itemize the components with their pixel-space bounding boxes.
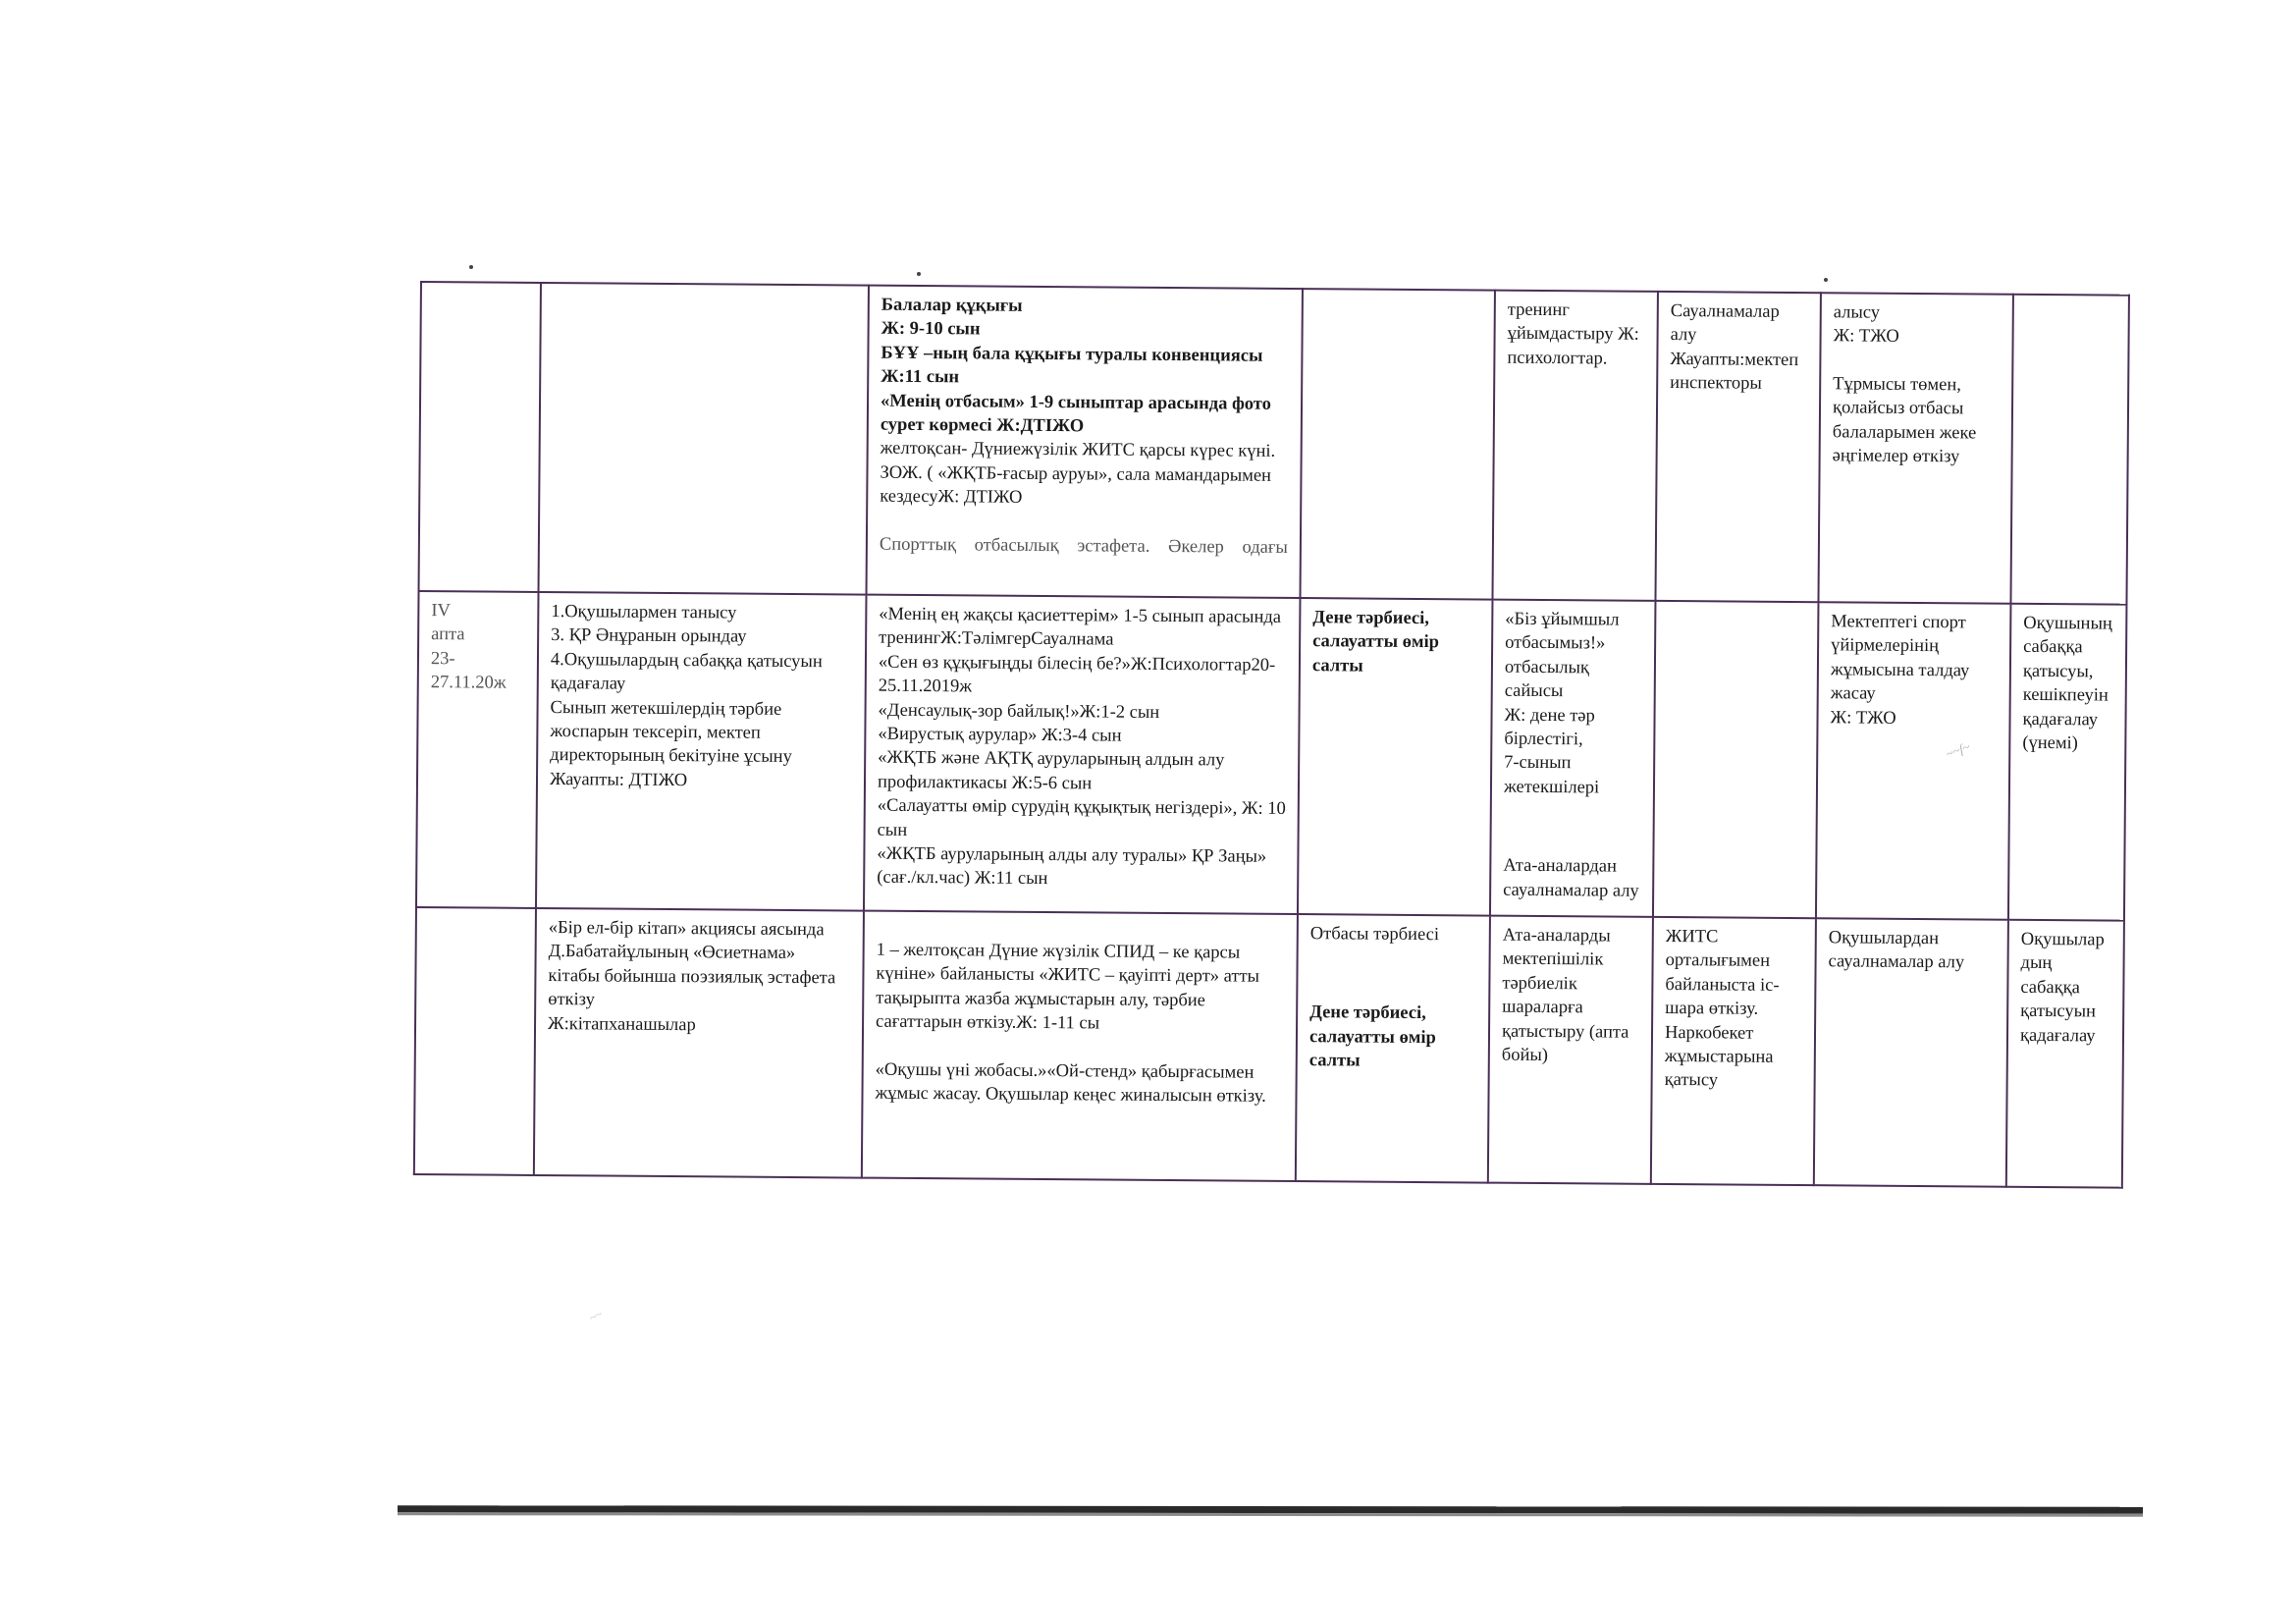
- external-text: Сауалнамалар алу Жауапты:мектеп инспекторы: [1670, 301, 1799, 394]
- scan-speck: [917, 272, 921, 276]
- family-cell: [1490, 600, 1656, 917]
- week-cell: [414, 907, 536, 1175]
- family-extra: Ата-аналардан сауалнамалар алу: [1503, 855, 1639, 901]
- events-line: «Вирустық аурулар» Ж:3-4 сын: [878, 724, 1122, 746]
- family-text: Ата-аналарды мектепішілік тәрбиелік шараларға қатыстыру (апта бойы): [1501, 925, 1629, 1066]
- external-cell: [1653, 601, 1819, 918]
- events-line: «Менің отбасым» 1-9 сыныптар арасында фото сурет көрмесі Ж:ДТІЖО: [880, 391, 1272, 437]
- social-cell: [1818, 293, 2012, 604]
- social-text: Мектептегі спорт үйірмелерінің жұмысына талдау жасау Ж: ТЖО: [1830, 612, 1970, 729]
- tasks-text: [554, 291, 856, 293]
- direction-text: [1315, 297, 1482, 298]
- events-cell: [867, 286, 1303, 598]
- week-cell: [419, 282, 541, 592]
- control-cell: [2008, 604, 2127, 921]
- events-line: «ЖҚТБ және АҚТҚ ауруларының алдын алу профилактикасы Ж:5-6 сын: [877, 748, 1225, 794]
- control-cell: [2006, 920, 2124, 1188]
- direction-cell: [1296, 914, 1490, 1183]
- events-line: Балалар құқығы: [881, 295, 1023, 316]
- external-cell: [1651, 917, 1816, 1185]
- direction-cell: [1298, 598, 1493, 916]
- week-text: IV апта 23- 27.11.20ж: [430, 601, 507, 693]
- events-line: желтоқсан- Дүниежүзілік ЖИТС қарсы күрес күні. ЗОЖ. ( «ЖҚТБ-ғасыр ауруы», сала мамандарымен кездесуЖ: ДТІЖО: [880, 439, 1276, 509]
- control-text: [2026, 302, 2116, 303]
- scan-speck: [1824, 278, 1828, 282]
- family-text: тренинг ұйымдастыру Ж: психологтар.: [1507, 299, 1639, 369]
- events-line: «Менің ең жақсы қасиеттерім» 1-5 сынып арасында тренингЖ:ТәлімгерСауалнама: [879, 604, 1282, 650]
- events-cell: [862, 911, 1298, 1181]
- events-line: Ж: 9-10 сын: [881, 319, 981, 340]
- table-row: [419, 282, 2129, 605]
- social-text: Оқушылардан сауалнамалар алу: [1828, 928, 1965, 973]
- scan-speck: [469, 265, 473, 269]
- tasks-text: «Бір ел-бір кітап» акциясы аясында Д.Бабатайұлының «Өсиетнама» кітабы бойынша поэзиялық эстафета өткізу Ж:кітапханашылар: [547, 918, 836, 1035]
- control-text: Оқушының сабаққа қатысуы, кешікпеуін қадағалау (үнемі): [2022, 613, 2112, 754]
- tasks-cell: [539, 283, 869, 595]
- family-text: «Біз ұйымшыл отбасымыз!» отбасылық сайысы Ж: дене тәр бірлестігі, 7-сынып жетекшілері: [1503, 609, 1620, 798]
- control-text: Оқушылардың сабаққа қатысуын қадағалау: [2019, 929, 2105, 1047]
- events-line: «Салауатты өмір сүрудің құқықтық негіздері», Ж: 10 сын: [877, 795, 1286, 840]
- tasks-cell: [534, 908, 864, 1178]
- events-line: «Сен өз құқығыңды білесің бе?»Ж:Психологтар20-25.11.2019ж: [878, 652, 1276, 697]
- events-extra: Спорттық отбасылық эстафета. Әкелер одағы: [879, 534, 1288, 558]
- events-line: «Денсаулық-зор байлық!»Ж:1-2 сын: [878, 700, 1160, 723]
- social-extra: Тұрмысы төмен, қолайсыз отбасы балаларымен жеке әңгімелер өткізу: [1832, 374, 1977, 467]
- direction-cell: [1300, 289, 1494, 600]
- week-text: [434, 290, 528, 291]
- table-row: [416, 591, 2126, 921]
- control-cell: [2010, 295, 2128, 605]
- family-cell: [1488, 916, 1653, 1184]
- direction-text: Отбасы тәрбиесі: [1309, 924, 1440, 946]
- faint-signature-mark: ~~ſ~: [1944, 738, 1972, 762]
- social-text: алысу Ж: ТЖО: [1833, 302, 1899, 348]
- events-cell: [864, 595, 1301, 914]
- week-text: [429, 915, 523, 916]
- events-line: БҰҰ –ның бала құқығы туралы конвенциясы Ж:11 сын: [881, 343, 1263, 388]
- external-cell: [1655, 292, 1820, 602]
- events-extra: «Оқушы үні жобасы.»«Ой-стенд» қабырғасымен жұмыс жасау. Оқушылар кеңес жиналысын өткізу.: [875, 1059, 1266, 1107]
- family-cell: [1492, 291, 1657, 601]
- external-text: [1668, 609, 1805, 610]
- bottom-scan-edge: [398, 1505, 2143, 1514]
- events-line: «ЖҚТБ ауруларының алды алу туралы» ҚР Заңы» (сағ./кл.час) Ж:11 сын: [877, 843, 1267, 890]
- direction-extra: Дене тәрбиесі, салауатты өмір салты: [1308, 1002, 1436, 1071]
- social-cell: [1814, 918, 2008, 1187]
- tasks-cell: [536, 592, 867, 911]
- tasks-text: 1.Оқушылармен танысу 3. ҚР Әнұранын орындау 4.Оқушылардың сабаққа қатысуын қадағалау Сынып жетекшілердің тәрбие жоспарын тексеріп, мектеп директорының бекітуіне ұсыну Жауапты: ДТІЖО: [549, 602, 823, 790]
- week-cell: [416, 591, 539, 908]
- scan-smudge: ~~: [587, 1307, 605, 1326]
- events-line: 1 – желтоқсан Дүние жүзілік СПИД – ке қарсы күніне» байланысты «ЖИТС – қауіпті дерт» атты тақырыпта жазба жұмыстарын алу, тәрбие сағаттарын өткізу.Ж: 1-11 сы: [876, 940, 1260, 1034]
- direction-text: Дене тәрбиесі, салауатты өмір салты: [1311, 608, 1440, 677]
- education-plan-table: [413, 281, 2130, 1189]
- external-text: ЖИТС орталығымен байланыста іс-шара өткізу. Наркобекет жұмыстарына қатысу: [1664, 926, 1780, 1091]
- table-row: [414, 907, 2124, 1188]
